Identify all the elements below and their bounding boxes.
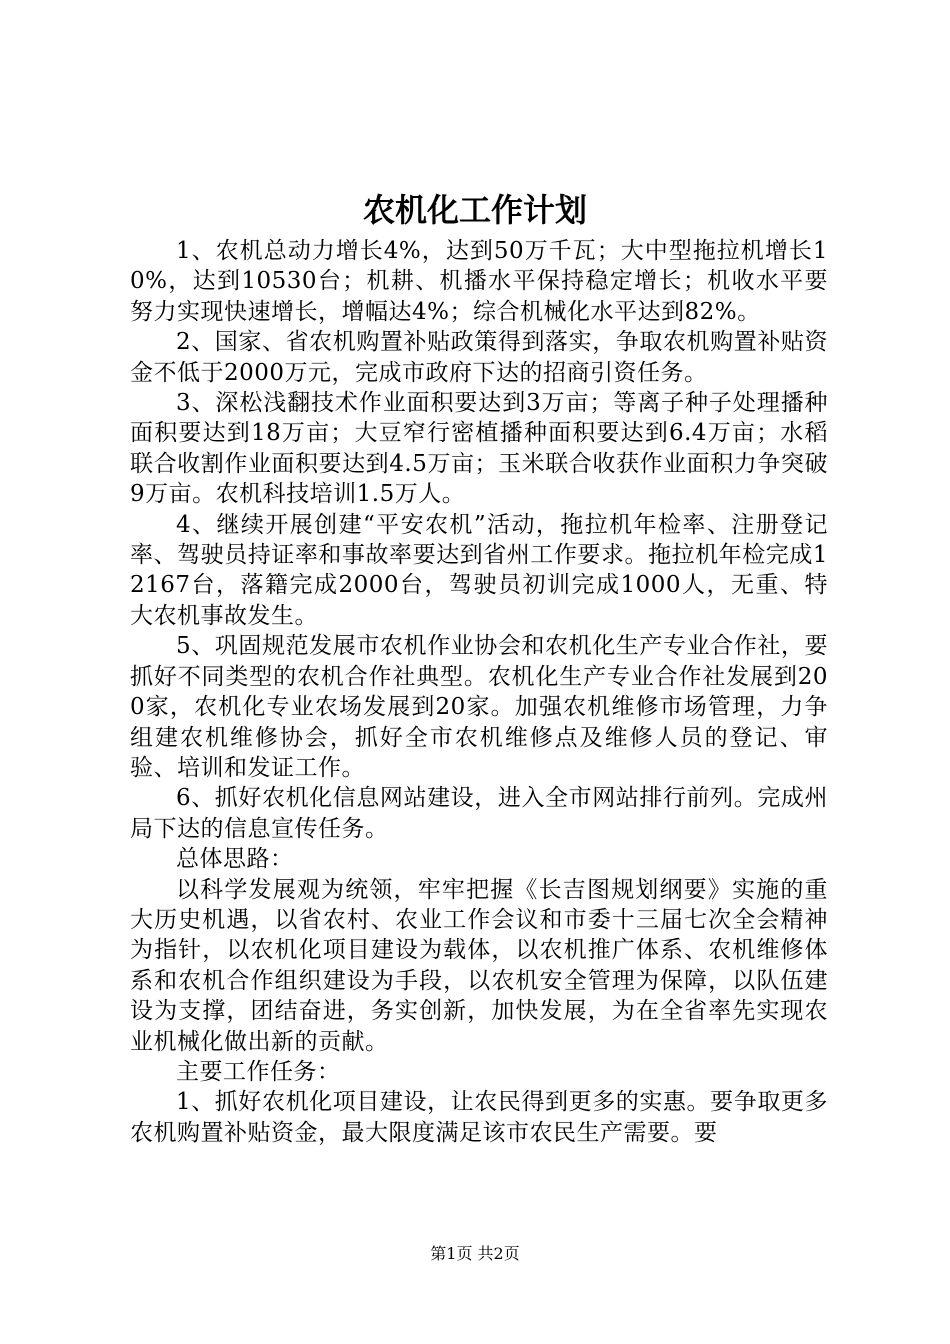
paragraph-3: 3、深松浅翻技术作业面积要达到3万亩；等离子种子处理播种面积要达到18万亩；大豆窄行密植播种面积要达到6.4万亩；水稻联合收割作业面积要达到4.5万亩；玉米联合收获作业面积力争突破9万亩。农机科技培训1.5万人。 xyxy=(130,390,828,508)
section-heading-main-tasks: 主要工作任务： xyxy=(176,1058,341,1085)
section-heading-overall-approach: 总体思路： xyxy=(176,846,294,873)
paragraph-1: 1、农机总动力增长4%，达到50万千瓦；大中型拖拉机增长10%，达到10530台；机耕、机播水平保持稳定增长；机收水平要努力实现快速增长，增幅达4%；综合机械化水平达到82%。 xyxy=(130,238,828,325)
document-title: 农机化工作计划 xyxy=(362,191,587,229)
paragraph-4: 4、继续开展创建“平安农机”活动，拖拉机年检率、注册登记率、驾驶员持证率和事故率要达到省州工作要求。拖拉机年检完成12167台，落籍完成2000台，驾驶员初训完成1000人，无重、特大农机事故发生。 xyxy=(130,511,828,629)
document-body xyxy=(130,236,828,1148)
paragraph-overall-approach: 以科学发展观为统领，牢牢把握《长吉图规划纲要》实施的重大历史机遇，以省农村、农业工作会议和市委十三届七次全会精神为指针，以农机化项目建设为载体，以农机推广体系、农机维修体系和农机合作组织建设为手段，以农机安全管理为保障，以队伍建设为支撑，团结奋进，务实创新，加快发展，为在全省率先实现农业机械化做出新的贡献。 xyxy=(130,876,828,1055)
paragraph-5: 5、巩固规范发展市农机作业协会和农机化生产专业合作社，要抓好不同类型的农机合作社典型。农机化生产专业合作社发展到200家，农机化专业农场发展到20家。加强农机维修市场管理，力争组建农机维修协会，抓好全市农机维修点及维修人员的登记、审验、培训和发证工作。 xyxy=(130,633,828,781)
page-footer: 第1页 共2页 xyxy=(430,1244,520,1263)
paragraph-6: 6、抓好农机化信息网站建设，进入全市网站排行前列。完成州局下达的信息宣传任务。 xyxy=(130,785,828,842)
paragraph-2: 2、国家、省农机购置补贴政策得到落实，争取农机购置补贴资金不低于2000万元，完成市政府下达的招商引资任务。 xyxy=(130,329,828,386)
paragraph-task-1: 1、抓好农机化项目建设，让农民得到更多的实惠。要争取更多农机购置补贴资金，最大限度满足该市农民生产需要。要 xyxy=(130,1089,828,1146)
